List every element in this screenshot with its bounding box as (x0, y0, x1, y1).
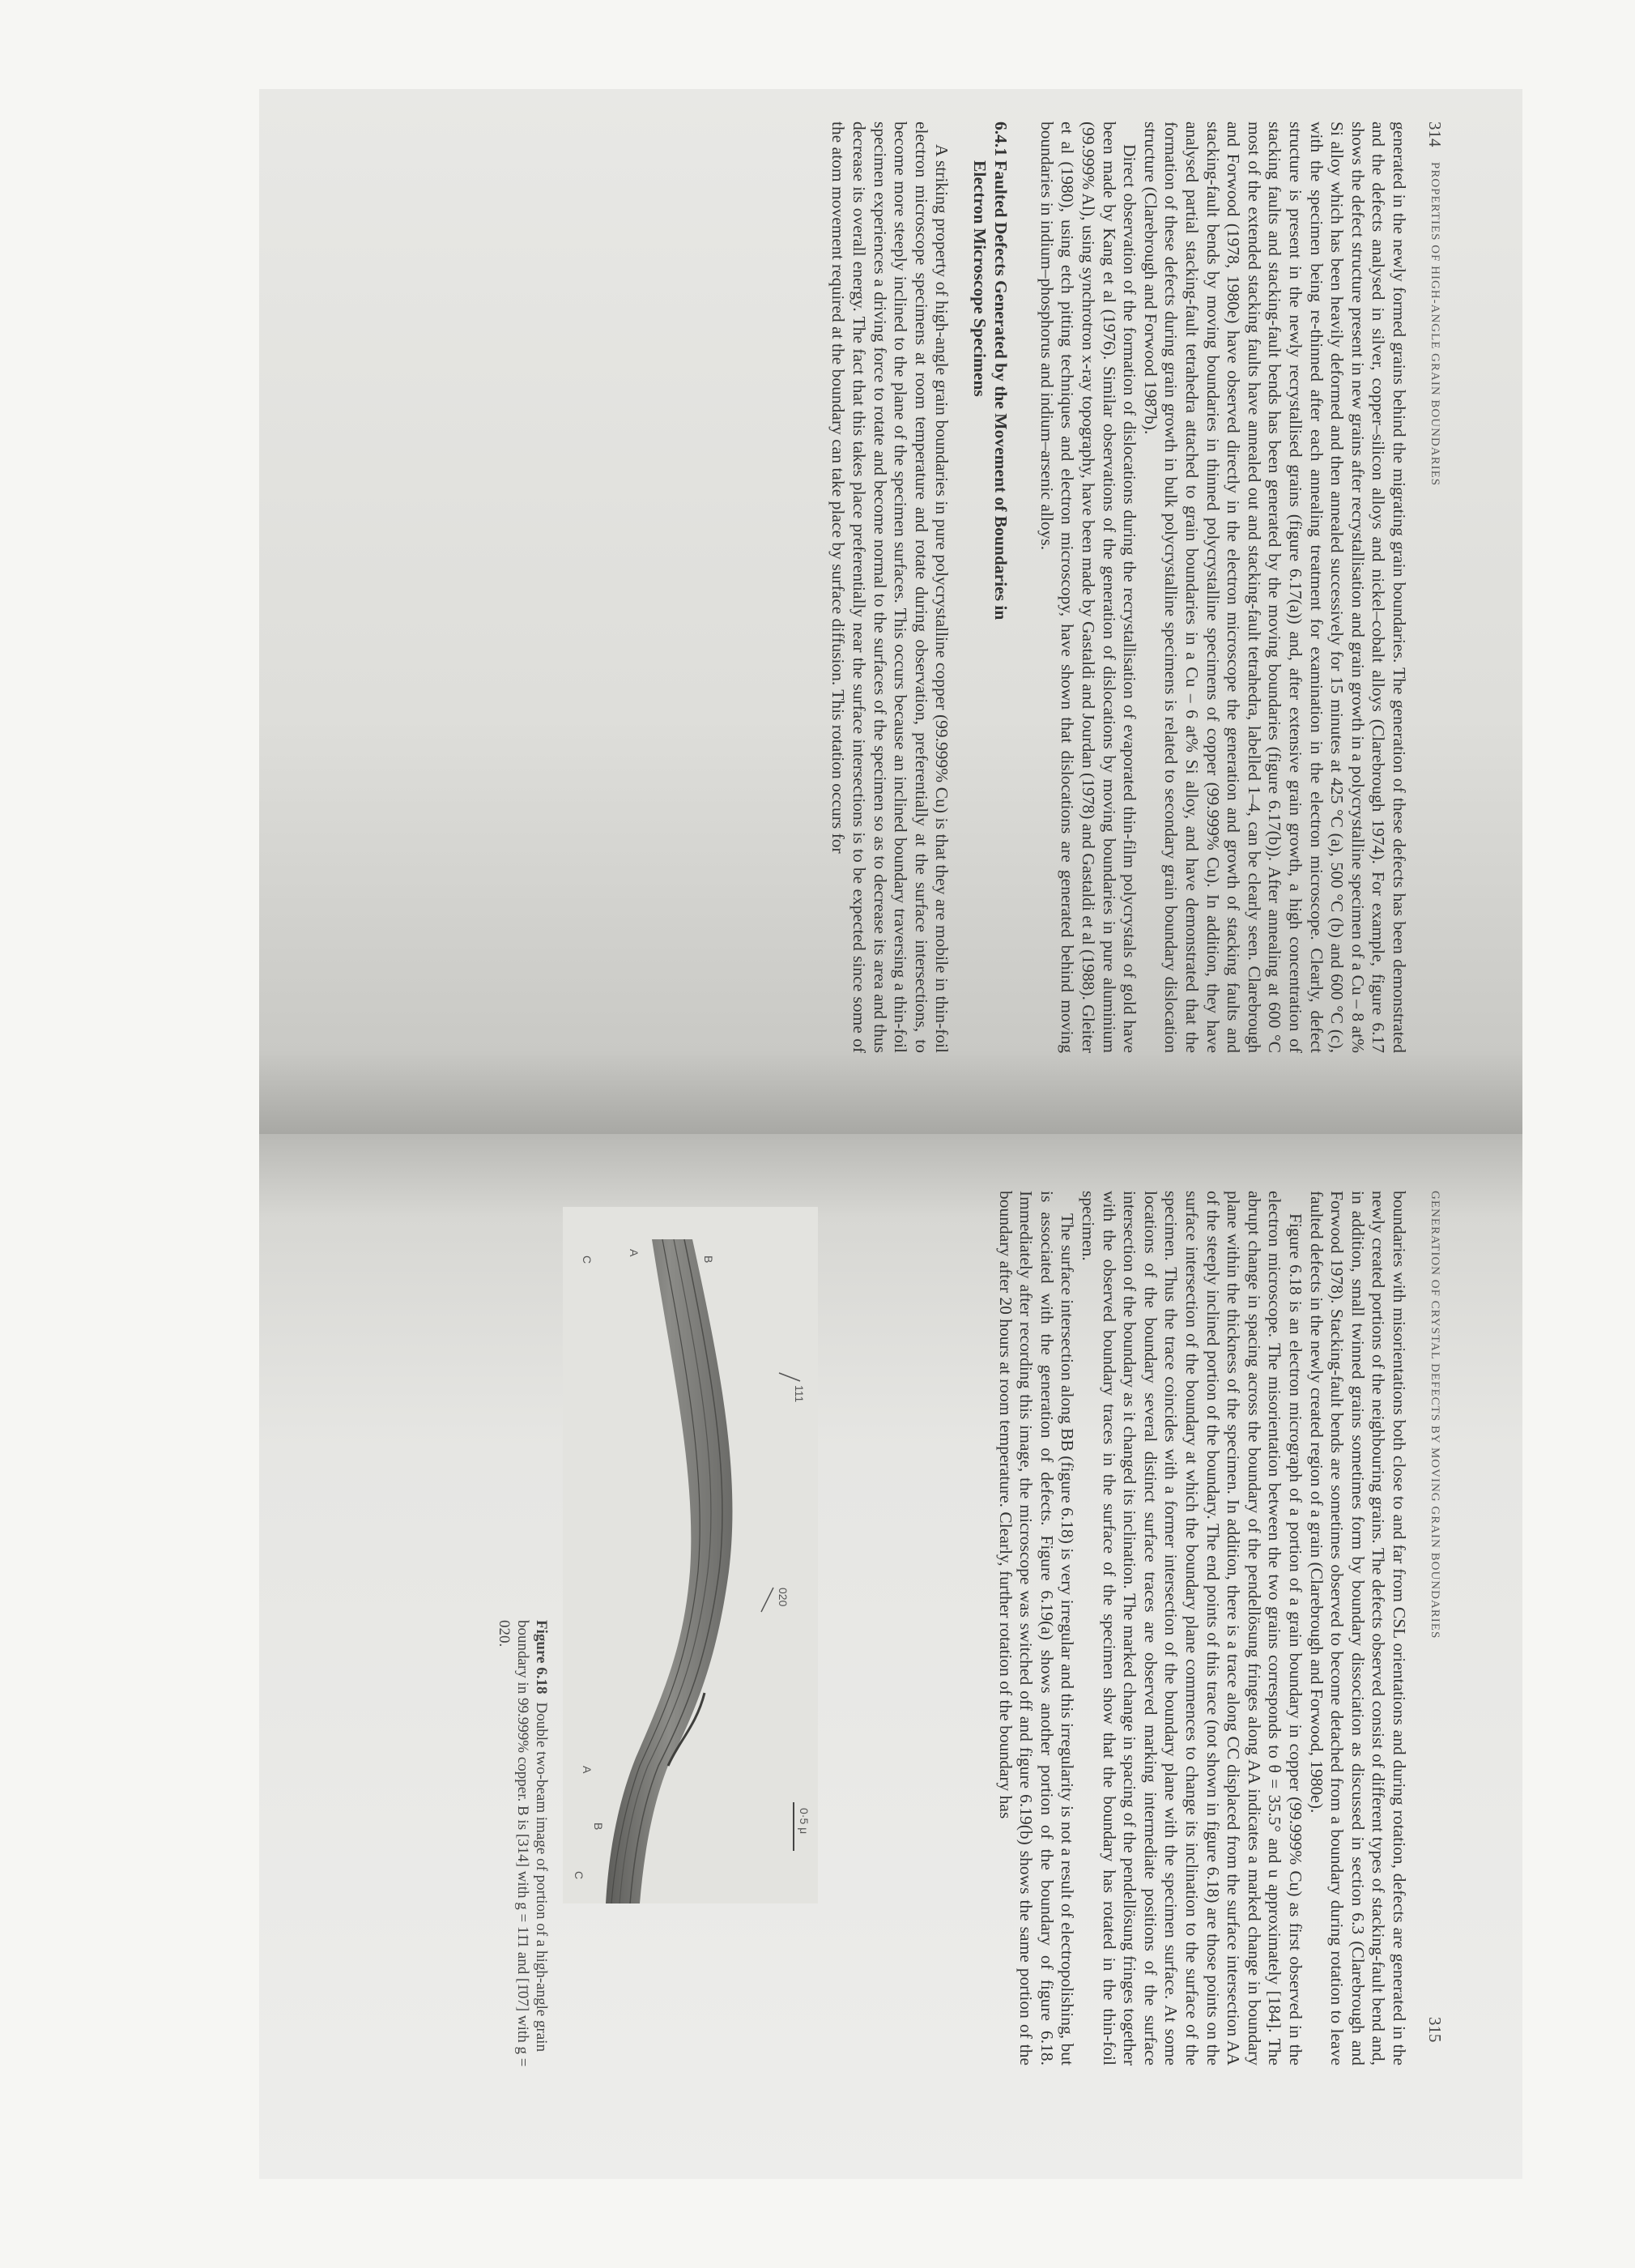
figure-caption-text: Double two-beam image of portion of a high-angle grain boundary in 99.999% copper. B is [314] with g = 11̄1 and [1̄07] with g = 020. (496, 1620, 550, 2067)
page-number-right: 315 (1425, 2017, 1445, 2043)
figure-label-C: C (581, 1256, 594, 1264)
section-number: 6.4.1 (991, 122, 1011, 156)
paragraph: The surface intersection along BB (figure 6.18) is very irregular and this irregularity is not a result of electropolishing, but is associated with the generation of defects. Figure 6.19(a) shows another portion of the boundary of figure 6.18. Immediately after recording this image, the microscope was switched off and figure 6.19(b) shows the same portion of the boundary after 20 hours at room temperature. Clearly, further rotation of the boundary has (995, 1191, 1078, 2066)
book-spread (259, 89, 1522, 2179)
running-head-right: GENERATION OF CRYSTAL DEFECTS BY MOVING GRAIN BOUNDARIES (1428, 1191, 1441, 1639)
section-heading (969, 122, 1011, 1053)
micrograph-image (563, 1207, 818, 1904)
paragraph: boundaries with misorientations both close to and far from CSL orientations and during rotation, defects are generated in the newly created portions of the neighbouring grains. The defects observed consist of different types of stacking-fault bend and, in addition, small twinned grains sometimes form by boundary dissociation as discussed in section 6.3 (Clarebrough and Forwood 1978). Stacking-fault bends are sometimes observed to become detached from a boundary during rotation to leave faulted defects in the newly created region of a grain (Clarebrough and Forwood, 1980e). (1306, 1191, 1409, 2066)
page-number-left: 314 (1425, 122, 1445, 147)
figure-caption (495, 1620, 551, 2074)
figure-label-B: B (702, 1256, 715, 1264)
direction-label-020: 020 (777, 1588, 790, 1607)
figure-label-C: C (573, 1871, 585, 1880)
figure-6-18 (563, 1207, 818, 1904)
figure-caption-label: Figure 6.18 (533, 1620, 550, 1695)
figure-label-B: B (592, 1823, 605, 1831)
section-title-line2: Electron Microscope Specimens (970, 160, 990, 397)
figure-label-A: A (628, 1249, 641, 1257)
right-text-block (994, 1191, 1409, 2066)
scale-bar-label: 0·5 μ (798, 1808, 811, 1835)
right-page (259, 1134, 1522, 2179)
running-head-left: PROPERTIES OF HIGH-ANGLE GRAIN BOUNDARIES (1428, 162, 1441, 487)
direction-label-111: 111 (793, 1385, 806, 1403)
paragraph: Figure 6.18 is an electron micrograph of a portion of a grain boundary in copper (99.999% Cu) as first observed in the electron microscope. The misorientation between the two grains corresponds to θ = 35.5° and u approximately [184]. The abrupt change in spacing across the boundary of the pendellösung fringes along AA indicates a marked change in boundary plane within the thickness of the specimen. In addition, there is a trace along CC displaced from the surface intersection AA of the steeply inclined portion of the boundary. The end points of this trace (not shown in figure 6.18) are those points on the surface intersection of the boundary at which the boundary plane commences to change its inclination to the surface of the specimen. Thus the trace coincides with a former intersection of the boundary plane with the specimen surface. At some locations of the boundary several distinct surface traces are observed marking intermediate positions of the surface intersection of the boundary as it changed its inclination. The marked change in spacing of the pendellösung fringes together with the observed boundary traces in the surface of the specimen show that the boundary has rotated in the thin-foil specimen. (1079, 1191, 1306, 2066)
paragraph: A striking property of high-angle grain boundaries in pure polycrystalline copper (99.999% Cu) is that they are mobile in thin-foil electron microscope specimens at room temperature and rotate during observation, preferentially at the surface intersections, to become more steeply inclined to the plane of the specimen surfaces. This occurs because an inclined boundary traversing a thin-foil specimen experiences a driving force to rotate and become normal to the surfaces of the specimen so as to decrease its area and thus decrease its overall energy. The fact that this takes place preferentially near the surface intersections is to be expected since some of the atom movement required at the boundary can take place by surface diffusion. This rotation occurs for (828, 122, 952, 1053)
left-page (259, 89, 1522, 1134)
left-text-block (828, 122, 1409, 1053)
figure-label-A: A (581, 1766, 594, 1774)
section-title-line1: Faulted Defects Generated by the Movement of Boundaries in (991, 160, 1011, 620)
paragraph: Direct observation of the formation of dislocations during the recrystallisation of evaporated thin-film polycrystals of gold have been made by Kang et al (1976). Similar observations of the generation of dislocations by moving boundaries in pure aluminium (99.999% Al), using synchrotron x-ray topography, have been made by Gastaldi and Jourdan (1978) and Gastaldi et al (1988). Gleiter et al (1980), using etch pitting techniques and electron microscopy, have shown that dislocations are generated behind moving boundaries in indium–phosphorus and indium–arsenic alloys. (1037, 122, 1140, 1053)
paragraph: generated in the newly formed grains behind the migrating grain boundaries. The generation of these defects has been demonstrated and the defects analysed in silver, copper–silicon alloys and nickel–cobalt alloys (Clarebrough 1974). For example, figure 6.17 shows the defect structure present in new grains after recrystallisation and grain growth in a polycrystalline specimen of a Cu – 8 at% Si alloy which has been heavily deformed and then annealed successively for 15 minutes at 425 °C (a), 500 °C (b) and 600 °C (c), with the specimen being re-thinned after each annealing treatment for examination in the electron microscope. Clearly, defect structure is present in the newly recrystallised grains (figure 6.17(a)) and, after extensive grain growth, a high concentration of stacking faults and stacking-fault bends has been generated by the moving boundaries (figure 6.17(b)). After annealing at 600 °C most of the extended stacking faults have annealed out and stacking-fault tetrahedra, labelled 1–4, can be clearly seen. Clarebrough and Forwood (1978, 1980e) have observed directly in the electron microscope the generation and growth of stacking faults and stacking-fault bends by moving boundaries in thinned polycrystalline specimens of copper (99.999% Cu). In addition, they have analysed partial stacking-fault tetrahedra attached to grain boundaries in a Cu – 6 at% Si alloy, and have demonstrated that the formation of these defects during grain growth in bulk polycrystalline specimens is related to secondary grain boundary dislocation structure (Clarebrough and Forwood 1987b). (1140, 122, 1409, 1053)
